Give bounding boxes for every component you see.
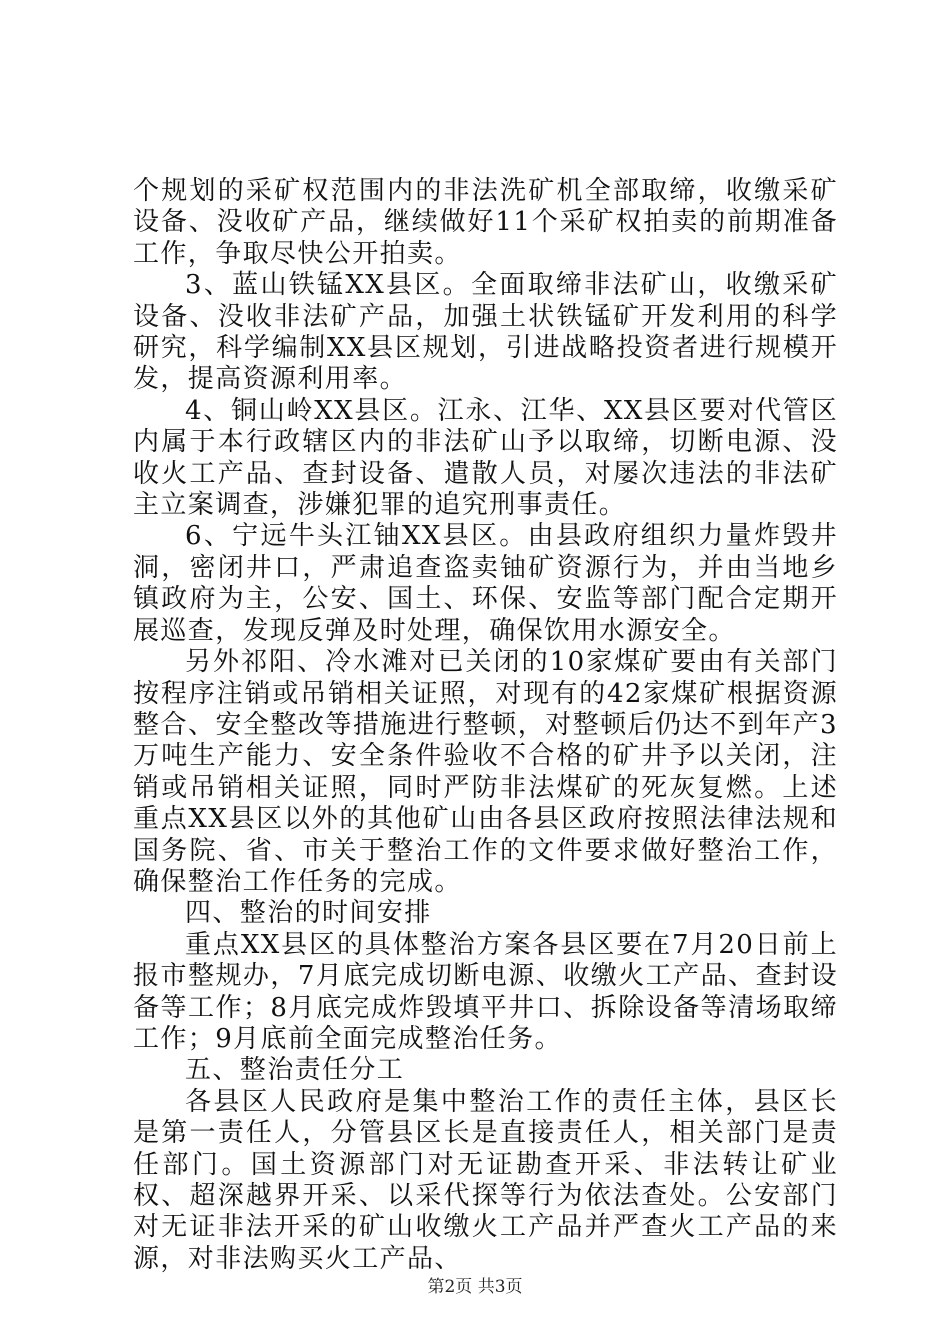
paragraph-continuation: 个规划的采矿权范围内的非法洗矿机全部取缔，收缴采矿设备、没收矿产品，继续做好11个采矿权拍卖的前期准备工作，争取尽快公开拍卖。 [133, 176, 838, 269]
paragraph-responsibility: 各县区人民政府是集中整治工作的责任主体，县区长是第一责任人，分管县区长是直接责任人，相关部门是责任部门。国土资源部门对无证勘查开采、非法转让矿业权、超深越界开采、以采代探等行为依法查处。公安部门对无证非法开采的矿山收缴火工产品并严查火工产品的来源，对非法购买火工产品、 [133, 1086, 838, 1274]
paragraph-tongshanling: 4、铜山岭XX县区。江永、江华、XX县区要对代管区内属于本行政辖区内的非法矿山予以取缔，切断电源、没收火工产品、查封设备、遣散人员，对屡次违法的非法矿主立案调查，涉嫌犯罪的追究刑事责任。 [133, 395, 838, 521]
paragraph-lanshan: 3、蓝山铁锰XX县区。全面取缔非法矿山，收缴采矿设备、没收非法矿产品，加强土状铁锰矿开发利用的科学研究，科学编制XX县区规划，引进战略投资者进行规模开发，提高资源利用率。 [133, 270, 838, 395]
section-heading-responsibility: 五、整治责任分工 [185, 1055, 405, 1086]
section-heading-schedule: 四、整治的时间安排 [185, 898, 432, 929]
page-number: 第2页 共3页 [427, 1277, 523, 1297]
paragraph-ningyuan: 6、宁远牛头江铀XX县区。由县政府组织力量炸毁井洞，密闭井口，严肃追查盗卖铀矿资源行为，并由当地乡镇政府为主，公安、国土、环保、安监等部门配合定期开展巡查，发现反弹及时处理，确保饮用水源安全。 [133, 521, 838, 646]
page-footer [0, 1272, 950, 1297]
paragraph-qiyang: 另外祁阳、冷水滩对已关闭的10家煤矿要由有关部门按程序注销或吊销相关证照，对现有的42家煤矿根据资源整合、安全整改等措施进行整顿，对整顿后仍达不到年产3万吨生产能力、安全条件验收不合格的矿井予以关闭，注销或吊销相关证照，同时严防非法煤矿的死灰复燃。上述重点XX县区以外的其他矿山由各县区政府按照法律法规和国务院、省、市关于整治工作的文件要求做好整治工作，确保整治工作任务的完成。 [133, 647, 838, 897]
document-body [133, 176, 838, 1275]
paragraph-schedule: 重点XX县区的具体整治方案各县区要在7月20日前上报市整规办，7月底完成切断电源、收缴火工产品、查封设备等工作；8月底完成炸毁填平井口、拆除设备等清场取缔工作；9月底前全面完成整治任务。 [133, 929, 838, 1054]
